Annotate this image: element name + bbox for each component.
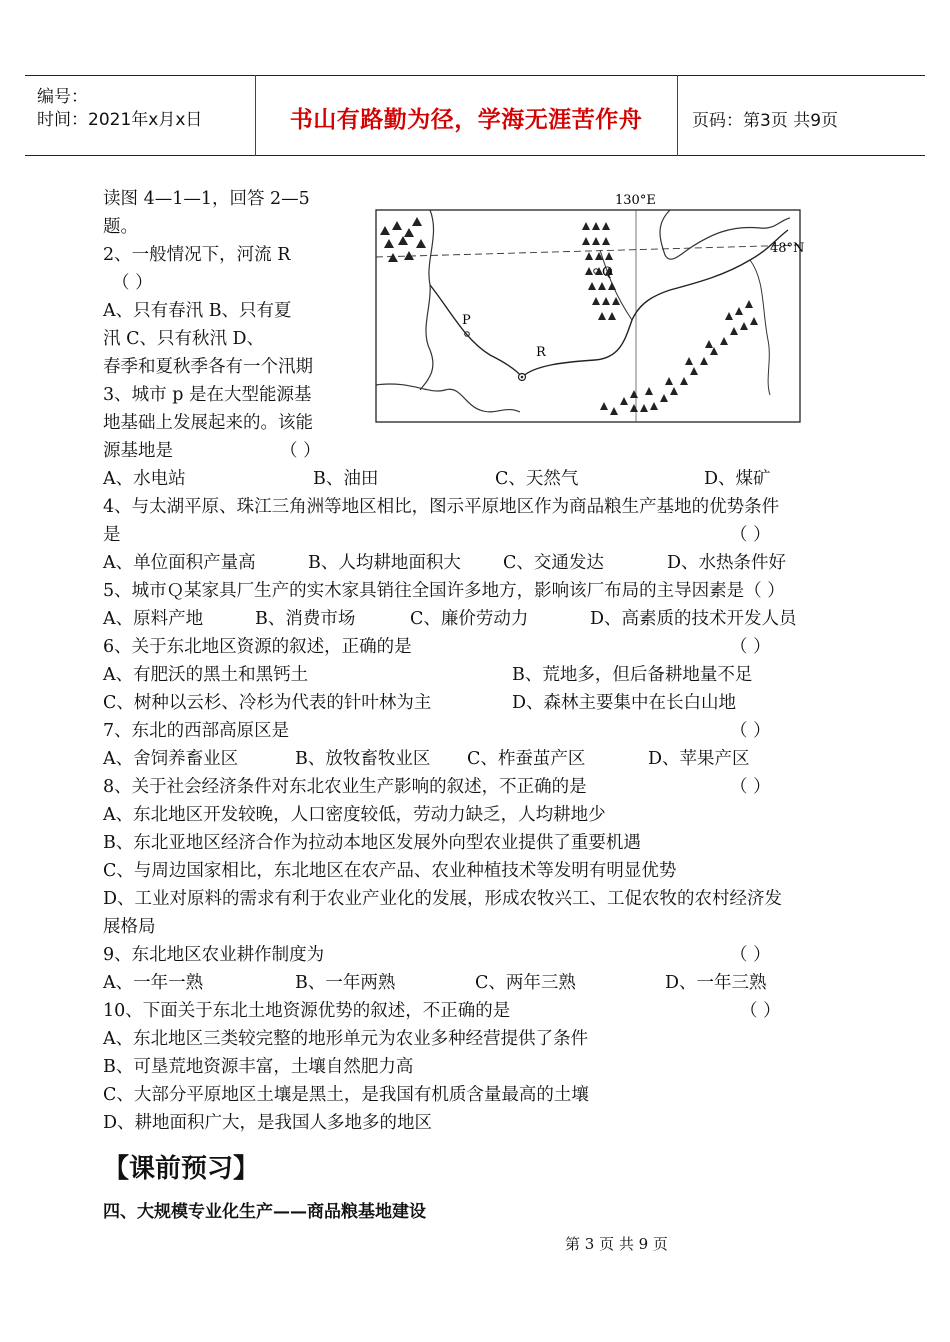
q3-stem-3: 源基地是 [103, 441, 173, 461]
city-p-label: P [462, 313, 471, 328]
q5-option-a: A、原料产地 [103, 609, 204, 629]
q3-stem-1: 3、城市 p 是在大型能源基 [103, 385, 312, 405]
subsection-title: 四、大规模专业化生产——商品粮基地建设 [103, 1202, 426, 1222]
latitude-label: 48°N [770, 241, 805, 256]
q7-option-b: B、放牧畜牧业区 [295, 749, 431, 769]
q3-stem-2: 地基础上发展起来的。该能 [103, 413, 313, 433]
header-divider-right [677, 75, 678, 156]
q5-option-d: D、高素质的技术开发人员 [590, 609, 797, 629]
q5-stem: 5、城市Ｑ某家具厂生产的实木家具销往全国许多地方，影响该厂布局的主导因素是（ ） [103, 581, 785, 601]
q2-options-2: 汛 C、只有秋汛 D、 [103, 329, 265, 349]
time-label: 时间：2021年x月x日 [37, 110, 203, 130]
q6-option-c: C、树种以云杉、冷杉为代表的针叶林为主 [103, 693, 432, 713]
q4-option-a: A、单位面积产量高 [103, 553, 256, 573]
header-motto: 书山有路勤为径，学海无涯苦作舟 [289, 106, 643, 133]
q9-option-c: C、两年三熟 [475, 973, 576, 993]
q5-option-c: C、廉价劳动力 [410, 609, 529, 629]
number-label: 编号： [37, 87, 88, 107]
q5-option-b: B、消费市场 [255, 609, 356, 629]
q6-answer-blank: （ ） [730, 637, 771, 657]
mountains-southeast [600, 300, 758, 415]
q4-answer-blank: （ ） [730, 525, 771, 545]
q3-option-c: C、天然气 [495, 469, 579, 489]
ussuri-river [750, 260, 770, 395]
q8-option-a: A、东北地区开发较晚，人口密度较低，劳动力缺乏，人均耕地少 [103, 805, 606, 825]
q10-option-b: B、可垦荒地资源丰富，土壤自然肥力高 [103, 1057, 414, 1077]
q10-answer-blank: （ ） [740, 1001, 781, 1021]
q7-stem: 7、东北的西部高原区是 [103, 721, 290, 741]
intro-line-2: 题。 [103, 217, 138, 237]
q9-option-d: D、一年三熟 [665, 973, 767, 993]
q3-option-b: B、油田 [313, 469, 379, 489]
q2-stem: 2、一般情况下，河流 R [103, 245, 291, 265]
q7-answer-blank: （ ） [730, 721, 771, 741]
q4-option-d: D、水热条件好 [667, 553, 787, 573]
tributary [600, 250, 632, 320]
intro-line-1: 读图 4—1—1，回答 2—5 [103, 189, 310, 209]
q8-option-d-1: D、工业对原料的需求有利于农业产业化的发展，形成农牧兴工、工促农牧的农村经济发 [103, 889, 783, 909]
page-footer: 第 3 页 共 9 页 [565, 1235, 668, 1253]
section-title: 【课前预习】 [103, 1154, 260, 1184]
q6-option-a: A、有肥沃的黑土和黑钙土 [103, 665, 309, 685]
border-lines [376, 210, 790, 412]
q9-option-b: B、一年两熟 [295, 973, 396, 993]
river-r-label: R [536, 345, 546, 360]
q2-answer-blank: （ ） [112, 273, 153, 293]
q6-option-d: D、森林主要集中在长白山地 [512, 693, 737, 713]
q4-stem-2: 是 [103, 525, 121, 545]
q10-option-d: D、耕地面积广大，是我国人多地多的地区 [103, 1113, 433, 1133]
q8-option-d-2: 展格局 [103, 917, 156, 937]
mountains-northwest [380, 217, 426, 262]
q4-option-b: B、人均耕地面积大 [308, 553, 461, 573]
q8-option-c: C、与周边国家相比，东北地区在农产品、农业种植技术等发明有明显优势 [103, 861, 677, 881]
q7-option-a: A、舍饲养畜业区 [103, 749, 239, 769]
q6-stem: 6、关于东北地区资源的叙述，正确的是 [103, 637, 412, 657]
city-q-label: Q [602, 265, 613, 280]
map-figure [370, 190, 810, 426]
city-r-dot [521, 376, 524, 379]
header-bottom-rule [25, 155, 925, 156]
q10-option-a: A、东北地区三类较完整的地形单元为农业多种经营提供了条件 [103, 1029, 589, 1049]
q4-stem-1: 4、与太湖平原、珠江三角洲等地区相比，图示平原地区作为商品粮生产基地的优势条件 [103, 497, 780, 517]
page-info: 页码：第3页 共9页 [692, 111, 839, 131]
q3-option-d: D、煤矿 [704, 469, 771, 489]
mountains-center [582, 222, 620, 320]
q7-option-c: C、柞蚕茧产区 [467, 749, 586, 769]
q9-option-a: A、一年一熟 [103, 973, 204, 993]
q3-option-a: A、水电站 [103, 469, 186, 489]
q8-option-b: B、东北亚地区经济合作为拉动本地区发展外向型农业提供了重要机遇 [103, 833, 641, 853]
q7-option-d: D、苹果产区 [648, 749, 750, 769]
q3-answer-blank: （ ） [280, 441, 321, 461]
q6-option-b: B、荒地多，但后备耕地量不足 [512, 665, 753, 685]
q2-options-1: A、只有春汛 B、只有夏 [103, 301, 292, 321]
q10-option-c: C、大部分平原地区土壤是黑土，是我国有机质含量最高的土壤 [103, 1085, 589, 1105]
q10-stem: 10、下面关于东北土地资源优势的叙述，不正确的是 [103, 1001, 511, 1021]
q8-stem: 8、关于社会经济条件对东北农业生产影响的叙述，不正确的是 [103, 777, 587, 797]
longitude-label: 130°E [615, 193, 656, 208]
header-top-rule [25, 75, 925, 76]
page-header [25, 75, 925, 156]
q8-answer-blank: （ ） [730, 777, 771, 797]
q9-answer-blank: （ ） [730, 945, 771, 965]
q9-stem: 9、东北地区农业耕作制度为 [103, 945, 325, 965]
q4-option-c: C、交通发达 [503, 553, 604, 573]
q2-options-3: 春季和夏秋季各有一个汛期 [103, 357, 313, 377]
